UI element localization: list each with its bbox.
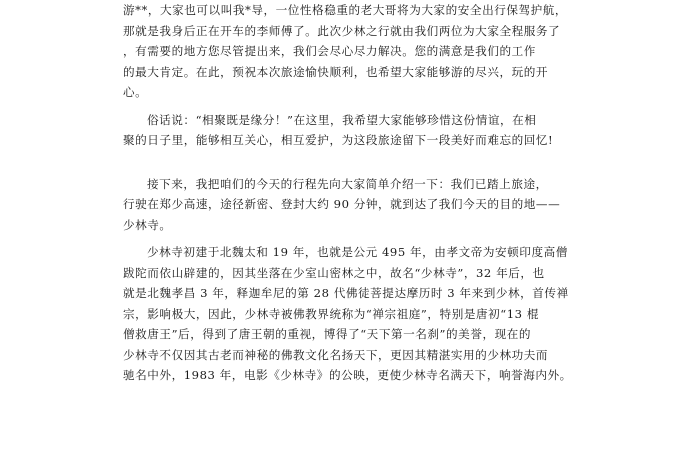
text-line: 就是北魏孝昌 3 年，释迦牟尼的第 28 代佛徒菩提达摩历时 3 年来到少林，首传禅 bbox=[123, 286, 569, 300]
text-line: 行驶在郑少高速，途径新密、登封大约 90 分钟，就到达了我们今天的目的地—— bbox=[123, 197, 561, 211]
text-line: 聚的日子里，能够相互关心，相互爱护，为这段旅途留下一段美好而难忘的回忆! bbox=[123, 133, 554, 147]
text-line: 心。 bbox=[123, 85, 148, 99]
text-line: 那就是我身后正在开车的李师傅了。此次少林之行就由我们两位为大家全程服务了 bbox=[123, 23, 561, 38]
text-line: ，有需要的地方您尽管提出来，我们会尽心尽力解决。您的满意是我们的工作 bbox=[123, 44, 536, 58]
text-line: 宗，影响极大，因此，少林寺被佛教界统称为“禅宗祖庭”，特别是唐初“13 棍 bbox=[123, 306, 539, 321]
text-line: 接下来，我把咱们的今天的行程先向大家简单介绍一下：我们已踏上旅途， bbox=[147, 176, 548, 191]
paragraph-intro bbox=[123, 0, 575, 103]
text-line: 俗话说：“相聚既是缘分！”在这里，我希望大家能够珍惜这份情谊，在相 bbox=[147, 112, 537, 127]
paragraph-spacer bbox=[123, 151, 575, 174]
paragraph-itinerary bbox=[123, 174, 575, 236]
paragraph-spacer bbox=[123, 235, 575, 242]
paragraph-spacer bbox=[123, 103, 575, 110]
text-line: 驰名中外，1983 年，电影《少林寺》的公映，更使少林寺名满天下，响誉海内外。 bbox=[123, 368, 572, 382]
document-page bbox=[123, 0, 575, 386]
text-line: 僧救唐王”后，得到了唐王朝的重视，博得了“天下第一名刹”的美誉，现在的 bbox=[123, 327, 532, 341]
paragraph-saying bbox=[123, 110, 575, 151]
text-line: 的最大肯定。在此，预祝本次旅途愉快顺利，也希望大家能够游的尽兴，玩的开 bbox=[123, 64, 549, 79]
text-line: 跋陀而依山辟建的，因其坐落在少室山密林之中，故名“少林寺”，32 年后，也 bbox=[123, 265, 545, 280]
text-line: 少林寺初建于北魏太和 19 年，也就是公元 495 年，由孝文帝为安顿印度高僧 bbox=[147, 245, 568, 259]
text-line: 少林寺不仅因其古老而神秘的佛教文化名扬天下，更因其精湛实用的少林功夫而 bbox=[123, 347, 549, 362]
text-line: 游**，大家也可以叫我*导，一位性格稳重的老大哥将为大家的安全出行保驾护航， bbox=[123, 3, 568, 17]
text-line: 少林寺。 bbox=[123, 217, 172, 232]
paragraph-history bbox=[123, 242, 575, 386]
